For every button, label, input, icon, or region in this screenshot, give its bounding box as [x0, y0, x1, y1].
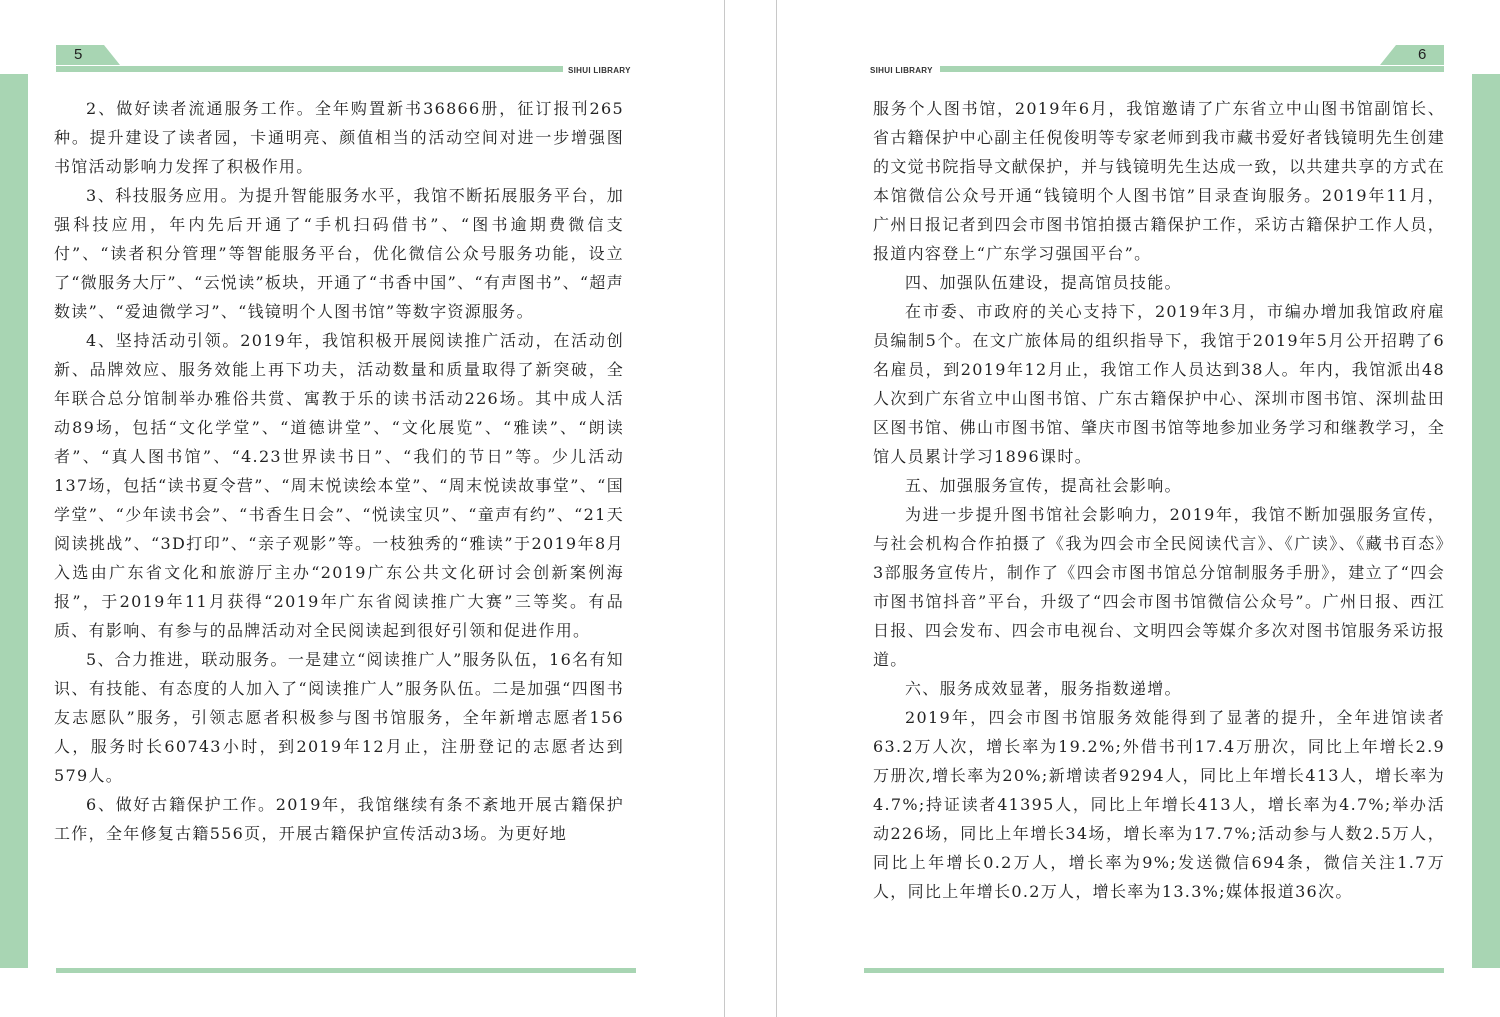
- section-heading: 五、加强服务宣传，提高社会影响。: [905, 476, 1182, 495]
- left-page-body: [54, 94, 624, 848]
- section-heading: 四、加强队伍建设，提高馆员技能。: [905, 273, 1182, 292]
- right-header-label: SIHUI LIBRARY: [870, 66, 933, 75]
- left-header-bar: [56, 66, 563, 72]
- paragraph: 在市委、市政府的关心支持下，2019年3月，市编办增加我馆政府雇员编制5个。在文广旅体局的组织指导下，我馆于2019年5月公开招聘了6名雇员，到2019年12月止，我馆工作人员达到38人。年内，我馆派出48人次到广东省立中山图书馆、广东古籍保护中心、深圳市图书馆、深圳盐田区图书馆、佛山市图书馆、肇庆市图书馆等地参加业务学习和继教学习，全馆人员累计学习1896课时。: [873, 302, 1445, 466]
- paragraph: 2、做好读者流通服务工作。全年购置新书36866册，征订报刊265种。提升建设了读者园，卡通明亮、颜值相当的活动空间对进一步增强图书馆活动影响力发挥了积极作用。: [54, 99, 624, 176]
- section-heading: 六、服务成效显著，服务指数递增。: [905, 679, 1182, 698]
- right-edge-strip: [1472, 74, 1500, 968]
- left-header-label: SIHUI LIBRARY: [568, 66, 631, 75]
- continued-paragraph: 服务个人图书馆，2019年6月，我馆邀请了广东省立中山图书馆副馆长、省古籍保护中心副主任倪俊明等专家老师到我市藏书爱好者钱镜明先生创建的文觉书院指导文献保护，并与钱镜明先生达成一致，以共建共享的方式在本馆微信公众号开通“钱镜明个人图书馆”目录查询服务。2019年11月，广州日报记者到四会市图书馆拍摄古籍保护工作，采访古籍保护工作人员，报道内容登上“广东学习强国平台”。: [873, 99, 1445, 263]
- left-page-number: 5: [74, 46, 83, 63]
- right-page-number-tab: [1380, 45, 1444, 65]
- right-page-body: [873, 94, 1445, 906]
- paragraph: 6、做好古籍保护工作。2019年，我馆继续有条不紊地开展古籍保护工作，全年修复古籍556页，开展古籍保护宣传活动3场。为更好地: [54, 795, 624, 843]
- paragraph: 2019年，四会市图书馆服务效能得到了显著的提升，全年进馆读者63.2万人次，增长率为19.2%;外借书刊17.4万册次，同比上年增长2.9万册次,增长率为20%;新增读者9294人，同比上年增长413人，增长率为4.7%;持证读者41395人，同比上年增长413人，增长率为4.7%;举办活动226场，同比上年增长34场，增长率为17.7%;活动参与人数2.5万人，同比上年增长0.2万人，增长率为9%;发送微信694条，微信关注1.7万人，同比上年增长0.2万人，增长率为13.3%;媒体报道36次。: [873, 708, 1445, 901]
- paragraph: 4、坚持活动引领。2019年，我馆积极开展阅读推广活动，在活动创新、品牌效应、服务效能上再下功夫，活动数量和质量取得了新突破，全年联合总分馆制举办雅俗共赏、寓教于乐的读书活动226场。其中成人活动89场，包括“文化学堂”、“道德讲堂”、“文化展览”、“雅读”、“朗读者”、“真人图书馆”、“4.23世界读书日”、“我们的节日”等。少儿活动137场，包括“读书夏令营”、“周末悦读绘本堂”、“周末悦读故事堂”、“国学堂”、“少年读书会”、“书香生日会”、“悦读宝贝”、“童声有约”、“21天阅读挑战”、“3D打印”、“亲子观影”等。一枝独秀的“雅读”于2019年8月入选由广东省文化和旅游厅主办“2019广东公共文化研讨会创新案例海报”，于2019年11月获得“2019年广东省阅读推广大赛”三等奖。有品质、有影响、有参与的品牌活动对全民阅读起到很好引领和促进作用。: [54, 331, 624, 640]
- paragraph: 3、科技服务应用。为提升智能服务水平，我馆不断拓展服务平台，加强科技应用，年内先后开通了“手机扫码借书”、“图书逾期费微信支付”、“读者积分管理”等智能服务平台，优化微信公众号服务功能，设立了“微服务大厅”、“云悦读”板块，开通了“书香中国”、“有声图书”、“超声数读”、“爱迪微学习”、“钱镜明个人图书馆”等数字资源服务。: [54, 186, 624, 321]
- left-page-number-tab: [56, 45, 120, 65]
- paragraph: 5、合力推进，联动服务。一是建立“阅读推广人”服务队伍，16名有知识、有技能、有态度的人加入了“阅读推广人”服务队伍。二是加强“四图书友志愿队”服务，引领志愿者积极参与图书馆服务，全年新增志愿者156人，服务时长60743小时，到2019年12月止，注册登记的志愿者达到579人。: [54, 650, 624, 785]
- right-header-bar: [940, 66, 1444, 72]
- gutter-line-left: [724, 0, 725, 1017]
- left-edge-strip: [0, 74, 28, 968]
- right-page-number: 6: [1418, 46, 1427, 63]
- left-footer-bar: [56, 968, 636, 973]
- gutter-line-right: [776, 0, 777, 1017]
- paragraph: 为进一步提升图书馆社会影响力，2019年，我馆不断加强服务宣传，与社会机构合作拍摄了《我为四会市全民阅读代言》、《广读》、《藏书百态》3部服务宣传片，制作了《四会市图书馆总分馆制服务手册》，建立了“四会市图书馆抖音”平台，升级了“四会市图书馆微信公众号”。广州日报、西江日报、四会发布、四会市电视台、文明四会等媒介多次对图书馆服务采访报道。: [873, 505, 1445, 669]
- right-footer-bar: [864, 968, 1444, 973]
